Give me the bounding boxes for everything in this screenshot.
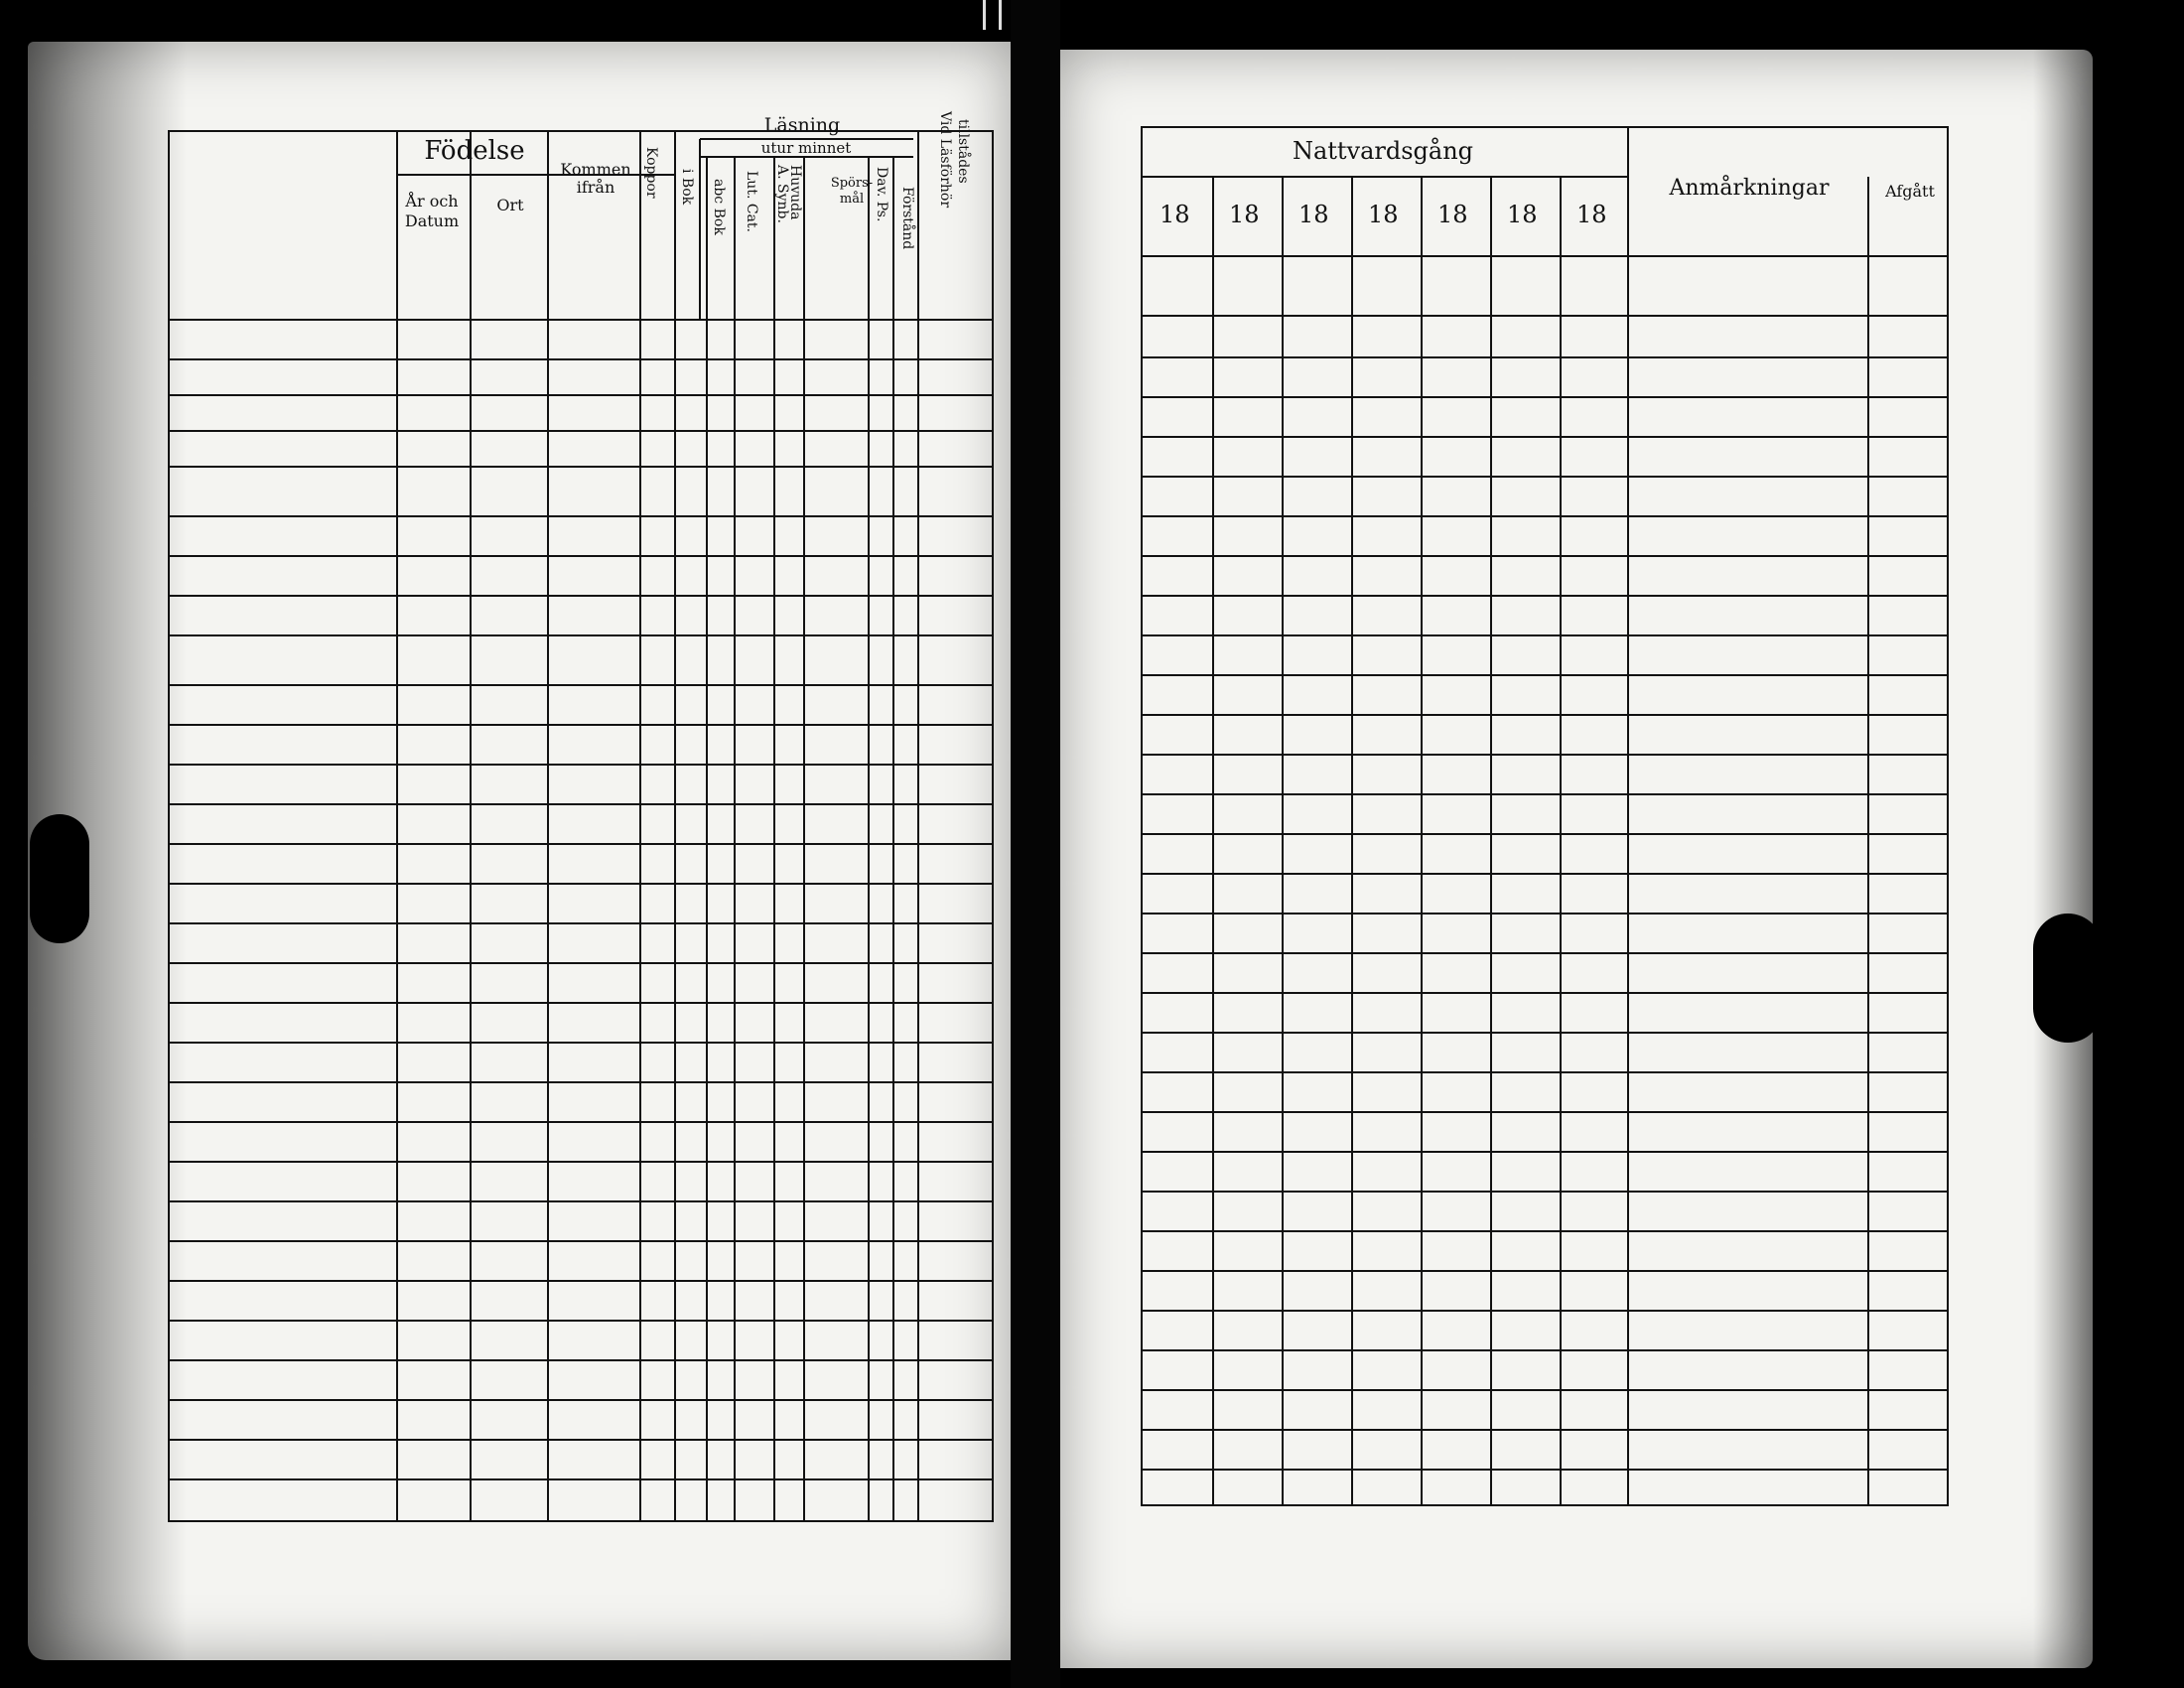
header-year-prefix: 18 bbox=[1229, 201, 1260, 228]
header-vid-lasforhor-1: Vid Läsförhör bbox=[937, 111, 953, 209]
right-table-border bbox=[1142, 127, 1948, 1505]
header-year-prefix: 18 bbox=[1437, 201, 1468, 228]
header-fodelse: Födelse bbox=[424, 136, 525, 166]
header-datum: Datum bbox=[404, 211, 460, 230]
header-year-prefix: 18 bbox=[1576, 201, 1607, 228]
header-lasning: Läsning bbox=[763, 114, 841, 136]
header-year-prefix: 18 bbox=[1298, 201, 1329, 228]
header-abc-bok: abc Bok bbox=[711, 179, 727, 235]
header-sporsmal-1: Spörs- bbox=[830, 176, 874, 191]
header-lut-cat: Lut. Cat. bbox=[744, 171, 759, 232]
header-kommen: Kommen bbox=[560, 160, 631, 179]
header-a-synb-1: A. Synb. bbox=[774, 165, 790, 223]
header-year-prefix: 18 bbox=[1160, 201, 1190, 228]
header-year-prefix: 18 bbox=[1507, 201, 1538, 228]
header-forstand: Förstånd bbox=[899, 187, 915, 250]
header-i-bok: i Bok bbox=[679, 169, 695, 206]
header-utur-minnet: utur minnet bbox=[760, 139, 852, 157]
header-ar-och: År och bbox=[405, 192, 459, 211]
header-vid-lasforhor-2: tillstådes bbox=[955, 119, 971, 184]
header-afgatt: Afgått bbox=[1885, 182, 1935, 201]
header-dav-ps: Dav. Ps. bbox=[874, 167, 889, 222]
header-a-synb-2: Huvuda bbox=[787, 165, 803, 220]
header-nattvardsgang: Nattvardsgång bbox=[1292, 137, 1474, 165]
header-ifran: ifrån bbox=[576, 178, 615, 197]
header-ort: Ort bbox=[496, 196, 524, 214]
header-koppor: Koppor bbox=[643, 147, 659, 199]
header-anmarkningar: Anmårkningar bbox=[1669, 176, 1830, 201]
header-year-prefix: 18 bbox=[1368, 201, 1399, 228]
header-sporsmal-2: mål bbox=[839, 192, 865, 207]
